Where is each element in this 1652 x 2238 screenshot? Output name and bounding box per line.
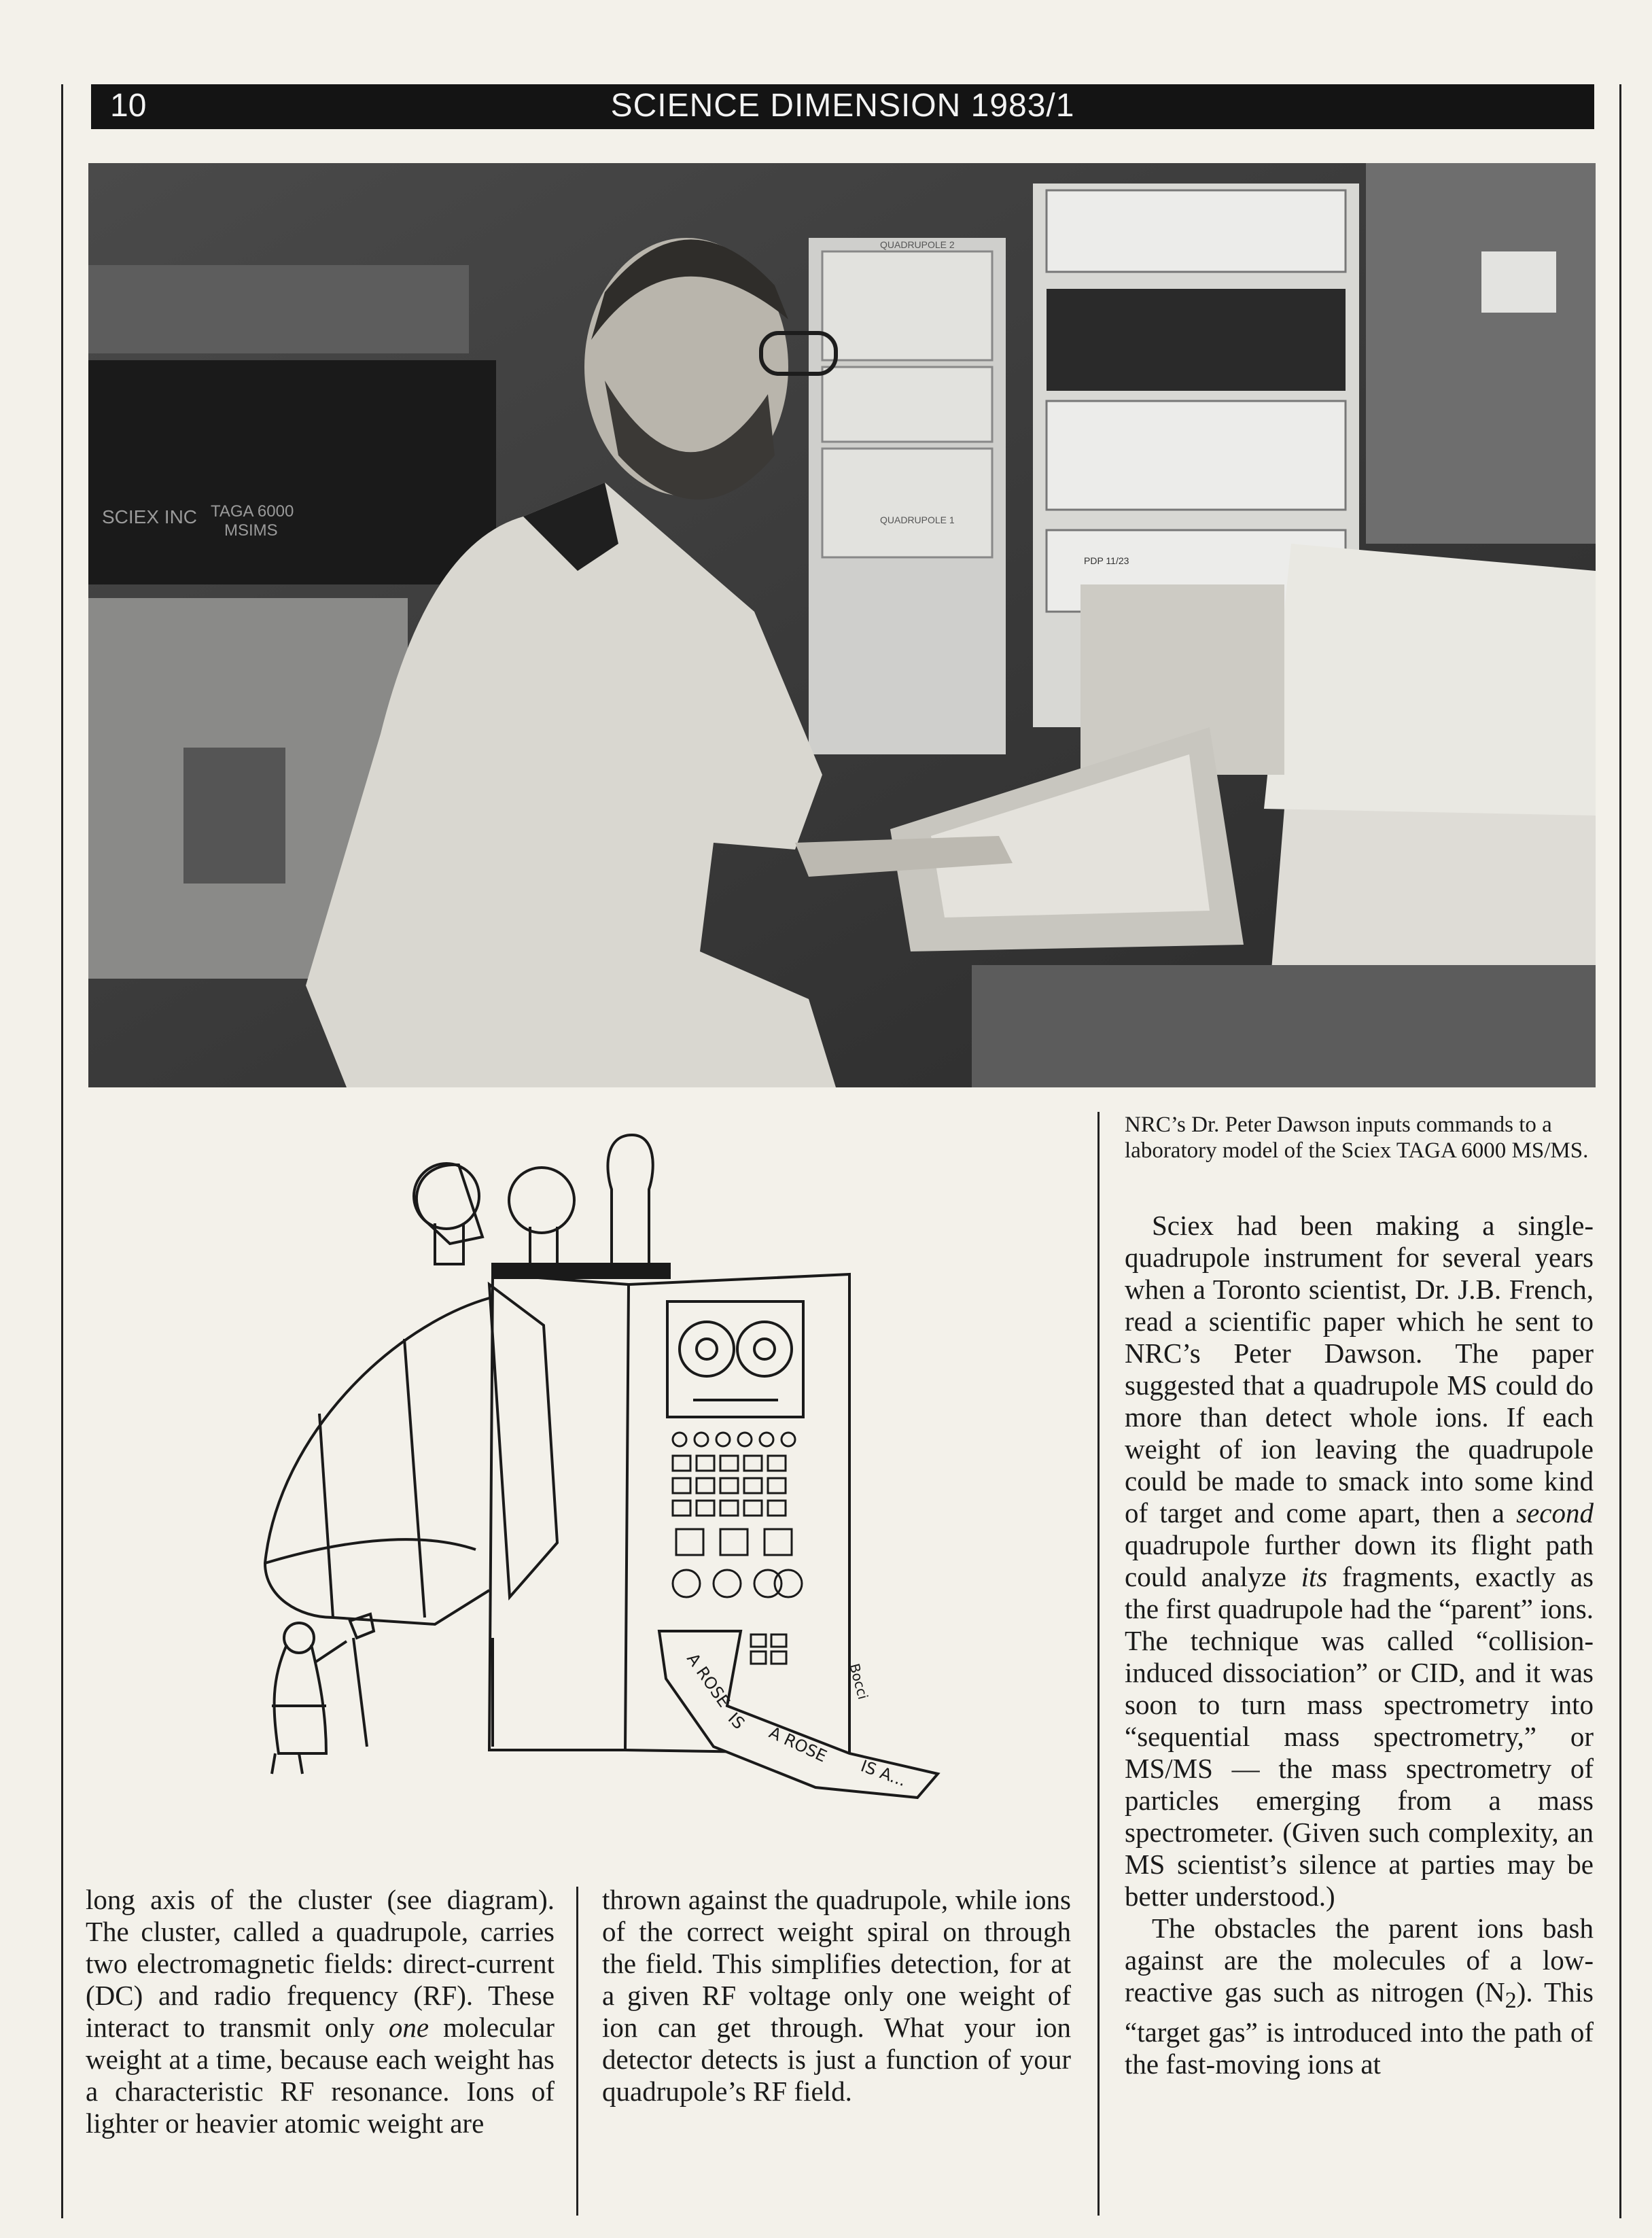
ribbon-text: IS (724, 1709, 749, 1734)
lab-photo (88, 163, 1596, 1087)
body-emphasis: its (1301, 1561, 1328, 1592)
body-emphasis: second (1516, 1497, 1594, 1528)
ribbon-text: IS A... (858, 1756, 909, 1791)
equipment-type: MSIMS (224, 521, 278, 540)
cartoon-illustration (251, 1121, 951, 1828)
ribbon-text: A ROSE (683, 1649, 734, 1711)
body-text: quadrupole further down its flight path could analyze (1125, 1529, 1594, 1592)
body-paragraph (1125, 1210, 1594, 1912)
body-paragraph: thrown against the quadrupole, while ions of the correct weight spiral on through the field. This simplifies detection, for at a given RF voltage only one weight of ion can get through. What your ion detector detects is just a function of your quadrupole’s RF field. (602, 1884, 1071, 2107)
header-bar (91, 84, 1594, 129)
body-emphasis: one (388, 2012, 429, 2043)
magazine-title: SCIENCE DIMENSION 1983/1 (610, 88, 1075, 124)
artist-signature: Bocci (846, 1662, 872, 1701)
body-text: The obstacles the parent ions bash against are the molecules of a low-reactive gas such as nitrogen (N (1125, 1912, 1594, 2008)
body-column-left (86, 1884, 555, 2139)
photo-caption: NRC’s Dr. Peter Dawson inputs commands to a laboratory model of the Sciex TAGA 6000 MS/MS. (1125, 1113, 1589, 1163)
equipment-model: TAGA 6000 (211, 502, 294, 521)
body-text: molecular weight at a time, because each weight has a characteristic RF resonance. Ions of lighter or heavier atomic weight are (86, 2012, 555, 2139)
page-number: 10 (110, 88, 147, 124)
ribbon-text: A ROSE (766, 1723, 830, 1766)
column-divider-right (1097, 1112, 1100, 2216)
panel-label: QUADRUPOLE 1 (880, 514, 955, 525)
body-text: fragments, exactly as the first quadrupole had the “parent” ions. The technique was called “collision-induced dissociation” or CID, and it was soon to turn mass spectrometry into “sequential mass spectrometry,” or MS/MS — the mass spectrometry of particles emerging from a mass spectrometer. (Given such complexity, an MS scientist’s silence at parties may be better understood.) (1125, 1561, 1594, 1912)
body-paragraph (86, 1884, 555, 2139)
body-text: ). This “target gas” is introduced into the path of the fast-moving ions at (1125, 1976, 1594, 2080)
left-margin-rule (61, 84, 63, 2218)
subscript: 2 (1505, 1988, 1517, 2014)
column-divider-bottom (576, 1887, 578, 2216)
body-column-right (1125, 1210, 1594, 2080)
body-text: long axis of the cluster (see diagram). The cluster, called a quadrupole, carries two electromagnetic fields: direct-current (DC) and radio frequency (RF). These interact to transmit only (86, 1884, 555, 2043)
body-paragraph (1125, 1912, 1594, 2080)
terminal-label: PDP 11/23 (1084, 555, 1129, 566)
panel-label: QUADRUPOLE 2 (880, 239, 955, 250)
body-column-middle (602, 1884, 1071, 2108)
equipment-label: SCIEX INC (102, 506, 198, 527)
right-margin-rule (1619, 84, 1621, 2218)
body-text: Sciex had been making a single-quadrupole instrument for several years when a Toronto scientist, Dr. J.B. French, read a scientific paper which he sent to NRC’s Peter Dawson. The paper suggested that a quadrupole MS could do more than detect whole ions. If each weight of ion leaving the quadrupole could be made to smack into some kind of target and come apart, then a (1125, 1210, 1594, 1528)
